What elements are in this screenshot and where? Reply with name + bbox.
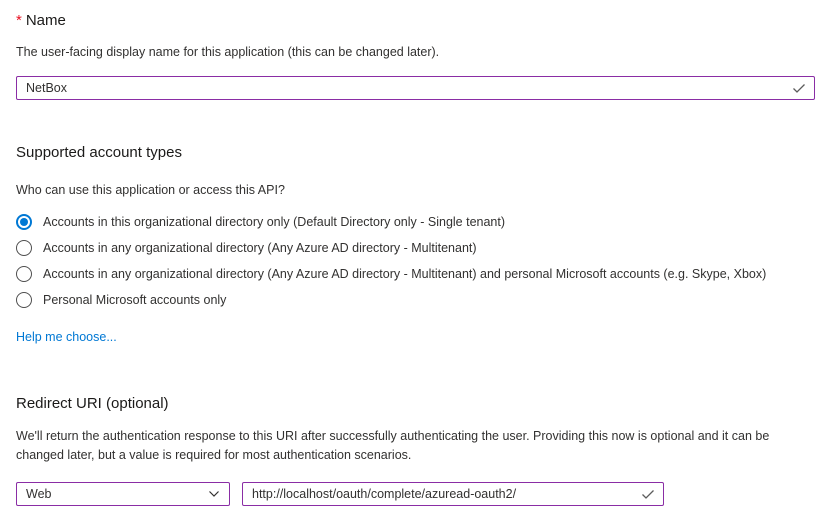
account-types-question: Who can use this application or access this API? <box>16 183 285 197</box>
redirect-uri-row <box>16 482 815 506</box>
radio-option-multitenant-personal[interactable] <box>16 261 815 287</box>
chevron-down-icon <box>207 487 221 501</box>
help-me-choose-link[interactable]: Help me choose... <box>16 330 117 344</box>
redirect-uri-input-container <box>242 482 664 506</box>
radio-option-label: Accounts in this organizational directory only (Default Directory only - Single tenant) <box>43 215 506 229</box>
required-asterisk: * <box>16 12 22 29</box>
radio-option-single-tenant[interactable] <box>16 209 815 235</box>
name-label-text: Name <box>25 12 66 29</box>
radio-selected-icon <box>16 214 32 230</box>
redirect-uri-description: We'll return the authentication response to this URI after successfully authenticating the user. Providing this now is optional and it can be changed later, but a value is required for most authentication scenarios. <box>16 429 770 462</box>
checkmark-icon <box>640 486 656 502</box>
radio-option-label: Personal Microsoft accounts only <box>43 293 227 307</box>
platform-dropdown[interactable] <box>16 482 230 506</box>
radio-option-personal-only[interactable] <box>16 287 815 313</box>
radio-option-multitenant[interactable] <box>16 235 815 261</box>
radio-unselected-icon <box>16 292 32 308</box>
supported-account-types-title: Supported account types <box>16 144 182 161</box>
checkmark-icon <box>791 80 807 96</box>
account-types-radio-group <box>16 209 815 313</box>
radio-option-label: Accounts in any organizational directory (Any Azure AD directory - Multitenant) and personal Microsoft accounts (e.g. Skype, Xbox) <box>43 267 767 281</box>
name-input-container <box>16 76 815 100</box>
radio-unselected-icon <box>16 266 32 282</box>
name-description: The user-facing display name for this application (this can be changed later). <box>16 45 440 59</box>
redirect-uri-input[interactable] <box>242 482 664 506</box>
name-field-label <box>16 12 815 30</box>
radio-unselected-icon <box>16 240 32 256</box>
platform-dropdown-value: Web <box>26 487 52 501</box>
radio-option-label: Accounts in any organizational directory (Any Azure AD directory - Multitenant) <box>43 241 477 255</box>
name-input[interactable] <box>16 76 815 100</box>
redirect-uri-title: Redirect URI (optional) <box>16 395 169 412</box>
